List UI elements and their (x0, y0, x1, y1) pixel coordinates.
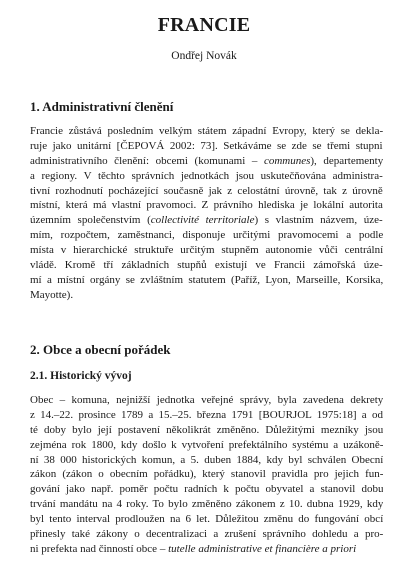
section-2-heading: 2. Obce a obecní pořádek (30, 342, 171, 357)
text-line (30, 243, 383, 258)
text-line (30, 124, 383, 139)
text-line-content: mí a místní orgány se zvláštním statutem (Paříž, Lyon, Marseille, Korsika, (30, 273, 383, 286)
text-line (30, 542, 383, 557)
text-line-content: ruje jako unitární [ČEPOVÁ 2002: 73]. Setkáváme se zde se třemi stupni (30, 139, 383, 152)
text-line-content: Mayotte). (30, 288, 74, 301)
text-line (30, 512, 383, 527)
text-line (30, 482, 383, 497)
page-title: FRANCIE (157, 14, 251, 36)
text-line-content: územním společenstvím (collectivité territoriale) s vlastním názvem, úze- (30, 214, 383, 227)
text-line (30, 393, 383, 408)
text-line-content: gování jako např. poměr počtu radních k počtu obyvatel a stanovil dobu (30, 483, 383, 496)
text-line-content: byl tento interval prodloužen na 6 let. Důležitou změnu do fungování obcí (30, 513, 383, 526)
text-line-content: zejména rok 1800, kdy došlo k vytvoření prefektálního systému a uzákoně- (30, 438, 383, 451)
text-line-content: Francie zůstává posledním velkým státem západní Evropy, který se dekla- (30, 125, 383, 137)
text-line (30, 288, 383, 303)
text-line (30, 198, 383, 213)
text-line (30, 273, 383, 288)
text-line (30, 228, 383, 243)
text-line (30, 213, 383, 228)
text-line (30, 169, 383, 184)
text-line-content: místa v hierarchické struktuře určitým stupněm autonomie vůči centrální (30, 244, 383, 257)
text-line (30, 184, 383, 199)
text-line-content: té doby bylo její postavení několikrát změněno. Důležitými mezníky jsou (30, 423, 383, 436)
text-line-content: trvání mandátu na 4 roky. To bylo změněno zákonem z 10. dubna 1929, kdy (30, 498, 383, 511)
text-line-content: Obec – komuna, nejnižší jednotka veřejné správy, byla zavedena dekrety (30, 394, 383, 406)
text-line-content: ní 38 000 historických komun, a 5. duben 1884, kdy byl schválen Obecní (30, 453, 383, 466)
text-line-content: mím, rozpočtem, zaměstnanci, disponuje určitými pravomocemi a podle (30, 229, 383, 242)
text-line-content: a regiony. V těchto správních jednotkách jsou uskutečňována administra- (30, 169, 383, 182)
text-line-content: vládě. Kromě tří základních stupňů existují ve Francii zámořská úze- (30, 259, 383, 272)
text-line (30, 467, 383, 482)
text-line (30, 527, 383, 542)
text-line (30, 408, 383, 423)
text-line (30, 453, 383, 468)
text-line (30, 154, 383, 169)
text-line-content: administrativního členění: obcemi (komunami – communes), departementy (30, 154, 383, 167)
subsection-2-1-paragraph (30, 393, 383, 557)
text-line-content: ni prefekta nad činností obce – tutelle administrative et financière a priori (30, 542, 357, 555)
text-line-content: z 14.–22. prosince 1789 a 15.–25. března 1791 [BOURJOL 1975:18] a od (30, 408, 383, 421)
text-line (30, 258, 383, 273)
text-line (30, 139, 383, 154)
author-name: Ondřej Novák (171, 50, 237, 62)
text-line (30, 423, 383, 438)
text-line (30, 497, 383, 512)
text-line-content: zákon (zákon o obecním pořádku), který stanovil pravidla pro jejich fun- (30, 468, 383, 481)
section-1-paragraph (30, 124, 383, 303)
text-line-content: místní, která má vlastní pravomoci. Z právního hlediska je lokální autorita (30, 199, 383, 212)
subsection-2-1-heading: 2.1. Historický vývoj (30, 370, 132, 382)
text-line-content: tivní rozhodnutí pocházející současně jak z celostátní úrovně, tak z úrovně (30, 184, 383, 197)
text-line-content: přinesly také zákony o decentralizaci a zrušení správního dohledu a pro- (30, 528, 383, 541)
section-1-heading: 1. Administrativní členění (30, 99, 174, 114)
text-line (30, 438, 383, 453)
